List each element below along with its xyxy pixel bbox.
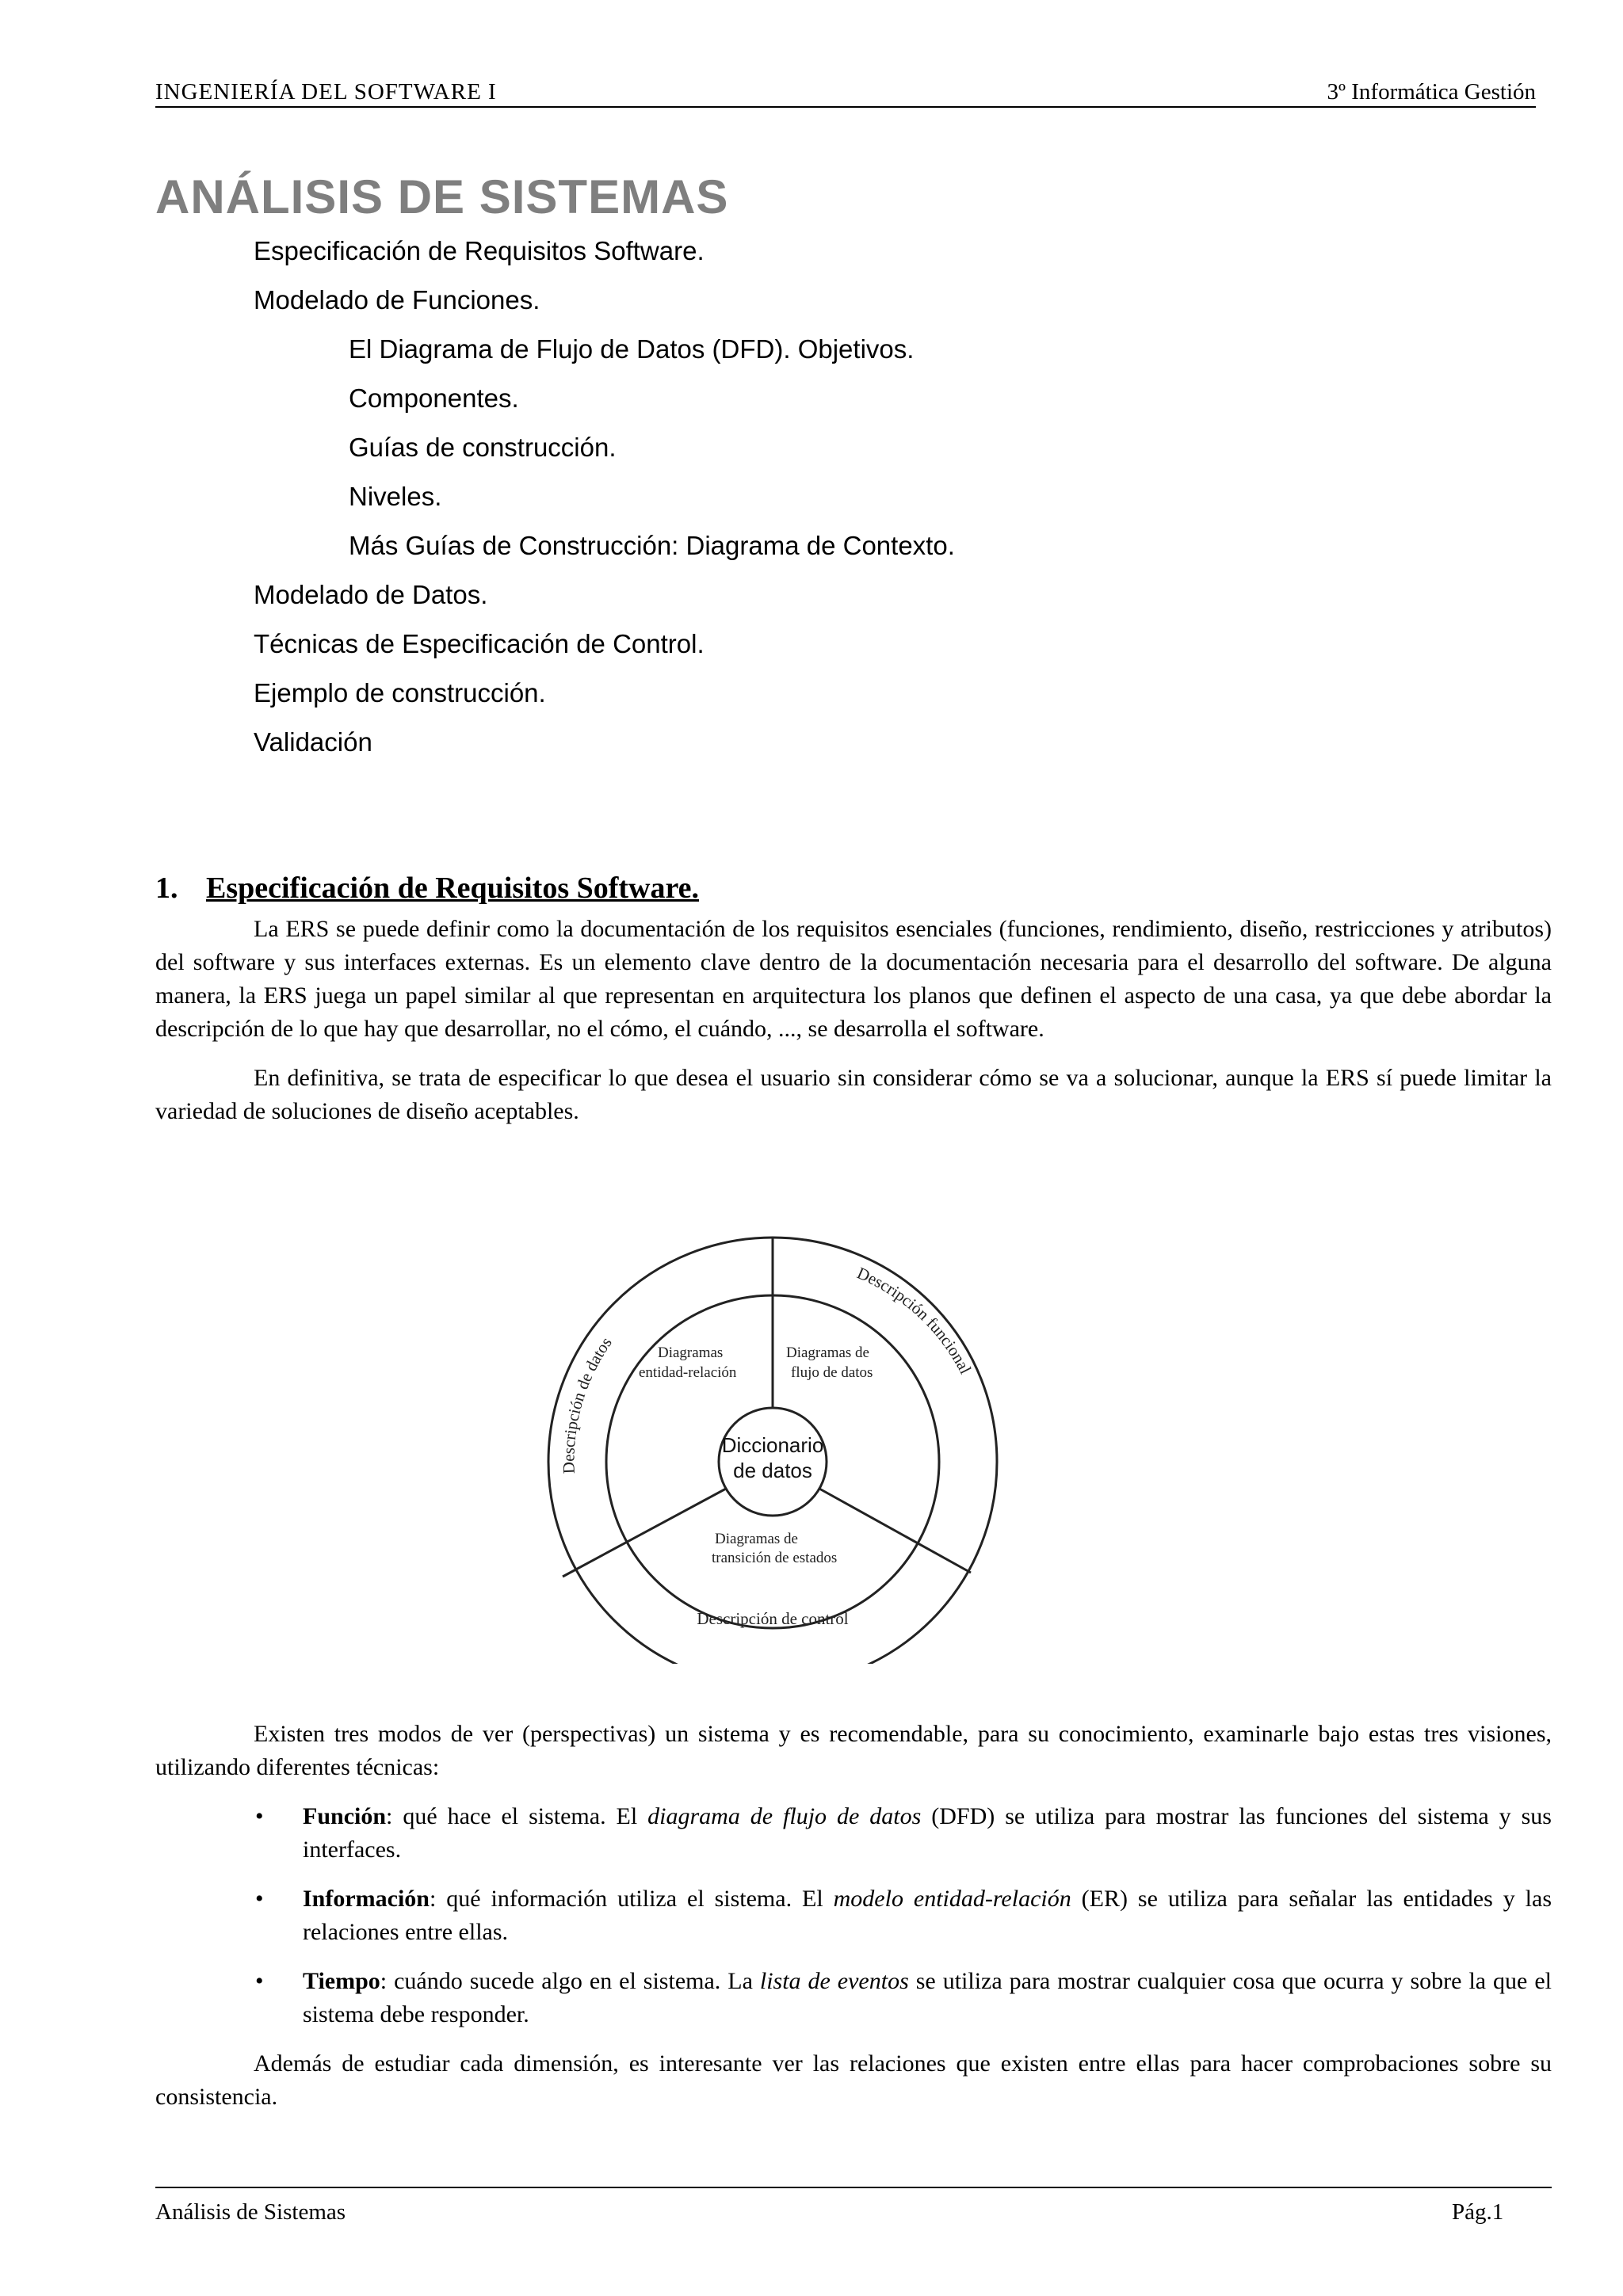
bullet: •	[255, 1968, 264, 1994]
paragraph: La ERS se puede definir como la documentación de los requisitos esenciales (funciones, rendimiento, diseño, restricciones y atributos) del software y sus interfaces externas. Es un elemento clave dentro de la documentación necesaria para el desarrollo del software. De alguna manera, la ERS juega un papel similar al que representan en arquitectura los planos que definen el aspecto de una casa, ya que debe abordar la descripción de lo que hay que desarrollar, no el cómo, el cuándo, ..., se desarrolla el software.	[155, 916, 1552, 1042]
perspectives-list	[155, 1800, 1552, 2031]
item-text: : qué hace el sistema. El	[386, 1803, 648, 1829]
document-title: ANÁLISIS DE SISTEMAS	[155, 170, 729, 223]
paragraph: Existen tres modos de ver (perspectivas) un sistema y es recomendable, para su conocimiento, examinarle bajo estas tres visiones, utilizando diferentes técnicas:	[155, 1721, 1552, 1780]
inner-label-er: entidad-relación	[639, 1364, 737, 1381]
outer-label-function: Descripción funcional	[854, 1263, 976, 1377]
toc-item: Niveles.	[349, 482, 442, 511]
page-number: Pág.1	[1452, 2199, 1504, 2225]
paragraph: Además de estudiar cada dimensión, es interesante ver las relaciones que existen entre ellas para hacer comprobaciones sobre su consistencia.	[155, 2050, 1552, 2110]
center-label: Diccionario	[721, 1433, 824, 1457]
section-1-continued	[155, 1718, 1552, 2130]
list-item	[155, 1965, 1552, 2031]
item-text: se utiliza para mostrar cualquier cosa que ocurra y sobre la que el sistema debe responder.	[303, 1968, 1552, 2027]
toc-item: Componentes.	[349, 383, 519, 413]
toc-item: Ejemplo de construcción.	[254, 678, 546, 707]
section-title: Especificación de Requisitos Software.	[206, 871, 700, 905]
term: Tiempo	[303, 1968, 380, 1994]
item-text: : cuándo sucede algo en el sistema. La	[380, 1968, 760, 1994]
toc-item: Guías de construcción.	[349, 433, 617, 462]
inner-label-std: Diagramas de	[715, 1531, 798, 1547]
bullet: •	[255, 1886, 264, 1912]
header-course: INGENIERÍA DEL SOFTWARE I	[155, 79, 497, 105]
list-item	[155, 1882, 1552, 1949]
toc-item: Modelado de Datos.	[254, 580, 488, 609]
inner-label-dfd: flujo de datos	[791, 1364, 873, 1381]
paragraph: En definitiva, se trata de especificar lo que desea el usuario sin considerar cómo se va a solucionar, aunque la ERS sí puede limitar la variedad de soluciones de diseño aceptables.	[155, 1065, 1552, 1124]
section-heading	[155, 871, 1552, 905]
outer-label-control: Descripción de control	[697, 1609, 849, 1628]
item-text: (ER) se utiliza para señalar las entidades y las relaciones entre ellas.	[303, 1886, 1552, 1945]
toc-item: Especificación de Requisitos Software.	[254, 236, 705, 265]
term: Información	[303, 1886, 430, 1912]
page-footer	[155, 2187, 1552, 2225]
toc-item: El Diagrama de Flujo de Datos (DFD). Objetivos.	[349, 334, 915, 364]
item-text: (DFD) se utiliza para mostrar las funciones del sistema y sus interfaces.	[303, 1803, 1552, 1863]
section-number: 1.	[155, 871, 178, 905]
toc-item: Validación	[254, 727, 372, 757]
inner-label-dfd: Diagramas de	[786, 1344, 869, 1361]
list-item	[155, 1800, 1552, 1867]
center-label: de datos	[733, 1459, 812, 1482]
divider-line	[819, 1489, 971, 1573]
header-degree: 3º Informática Gestión	[1327, 79, 1536, 105]
item-emphasis: lista de eventos	[759, 1968, 909, 1994]
ers-perspectives-diagram	[539, 1236, 1006, 1664]
toc-item: Técnicas de Especificación de Control.	[254, 629, 705, 658]
divider-line	[563, 1489, 726, 1577]
section-1	[155, 871, 1552, 1144]
toc-item: Más Guías de Construcción: Diagrama de Contexto.	[349, 531, 955, 560]
outer-label-data: Descripción de datos	[559, 1333, 616, 1474]
inner-label-er: Diagramas	[658, 1344, 724, 1361]
item-emphasis: modelo entidad-relación	[833, 1886, 1071, 1912]
item-emphasis: diagrama de flujo de datos	[647, 1803, 922, 1829]
page-header	[155, 76, 1536, 108]
toc-item: Modelado de Funciones.	[254, 285, 540, 315]
inner-label-std: transición de estados	[712, 1550, 838, 1566]
footer-title: Análisis de Sistemas	[155, 2199, 346, 2225]
bullet: •	[255, 1803, 264, 1829]
term: Función	[303, 1803, 387, 1829]
item-text: : qué información utiliza el sistema. El	[430, 1886, 834, 1912]
